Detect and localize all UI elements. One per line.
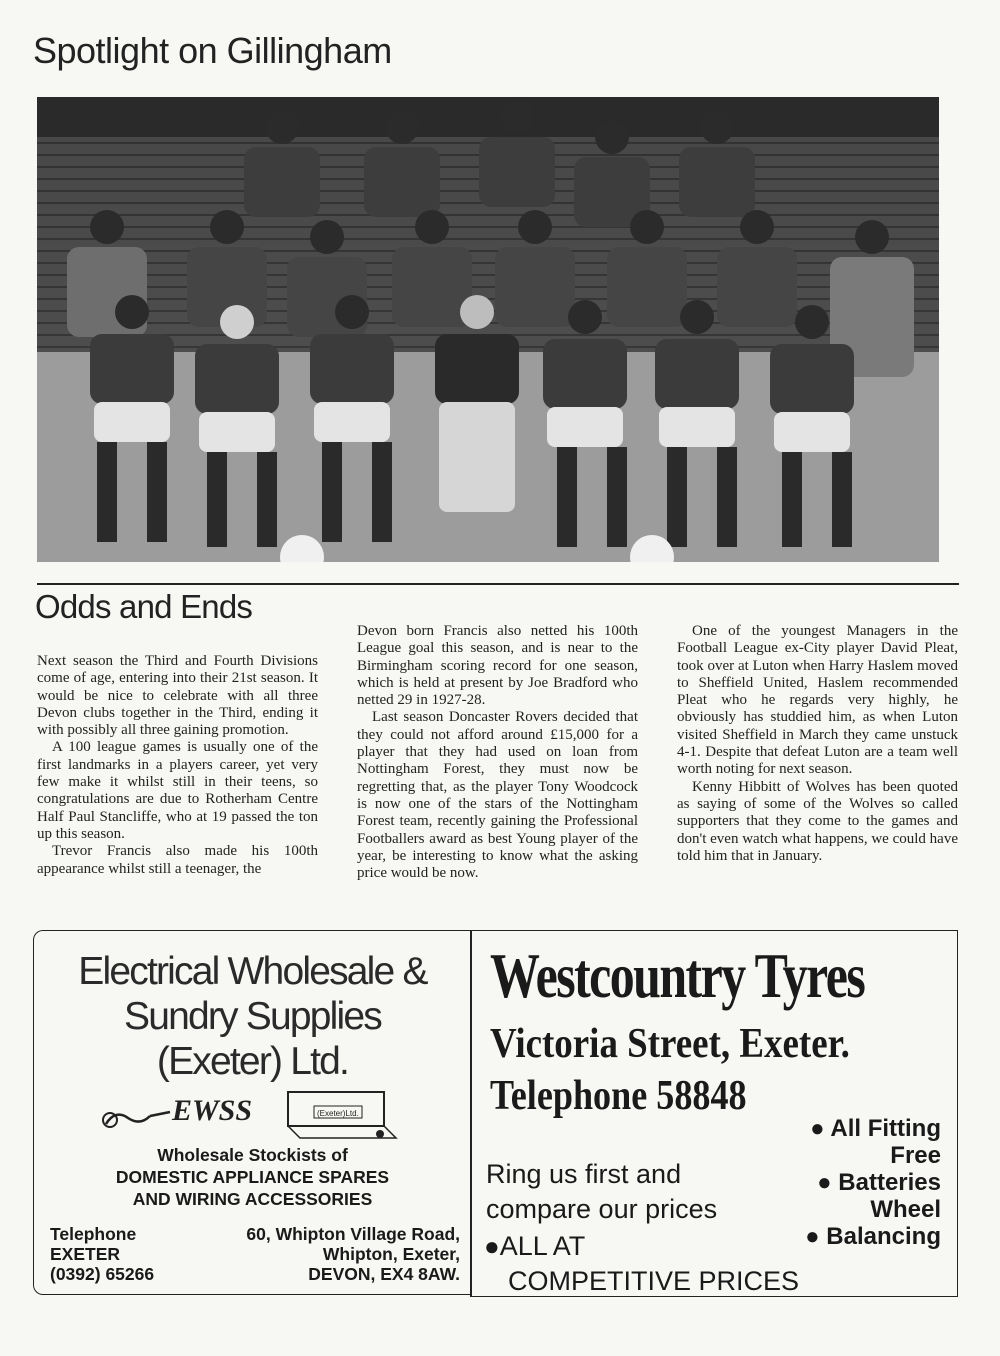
team-photo-image	[37, 97, 939, 562]
bullet-icon: ●	[484, 1231, 500, 1261]
company-name-line: (Exeter) Ltd.	[156, 1040, 349, 1083]
stockists-line: AND WIRING ACCESSORIES	[132, 1189, 373, 1209]
section-heading: Odds and Ends	[35, 588, 253, 625]
tyres-phone: Telephone 58848	[490, 1073, 747, 1119]
article-paragraph: Next season the Third and Fourth Divisions come of age, entering into their 21st season. It would be nice to celebrate with all three Devon clubs together in the Third, ending it with possibly all three gaining promotion.	[37, 653, 318, 739]
ring-line: Ring us first and	[486, 1159, 682, 1189]
team-photo	[37, 97, 939, 562]
phone-label: Telephone	[50, 1224, 137, 1244]
stockists-text	[34, 1144, 471, 1210]
service-item: ● All Fitting	[810, 1115, 941, 1142]
service-item: ● Batteries	[817, 1169, 941, 1196]
article-paragraph: Devon born Francis also netted his 100th League goal this season, and is near to the Birmingham scoring record for one season, which is held at present by Joe Bradford who netted 29 in 1927-28.	[357, 623, 638, 709]
address-line: Whipton, Exeter,	[322, 1244, 460, 1264]
article-paragraph: Last season Doncaster Rovers decided that they could not afford around £15,000 for a player that they had used on loan from Nottingham Forest, they must now be regretting that, as the player Tony Woodcock is now one of the stars of the Nottingham Forest team, recently gaining the Professional Footballers award as best Young player of the year, be interesting to know what the asking price would be now.	[357, 709, 638, 882]
svg-text:(Exeter)Ltd.: (Exeter)Ltd.	[317, 1109, 359, 1118]
svg-text:EWSS: EWSS	[172, 1094, 253, 1127]
bullet-icon: ●	[805, 1223, 827, 1250]
competitive-line: COMPETITIVE PRICES	[508, 1266, 800, 1296]
competitive-line: ALL AT	[499, 1231, 586, 1261]
service-item: ● Balancing	[805, 1223, 941, 1250]
page-title: Spotlight on Gillingham	[33, 30, 392, 71]
tyres-street: Victoria Street, Exeter.	[490, 1021, 850, 1067]
tyres-competitive-text	[484, 1229, 799, 1299]
article-paragraph: Trevor Francis also made his 100th appearance whilst still a teenager, the	[37, 843, 318, 877]
article-column-2	[357, 623, 638, 882]
ring-line: compare our prices	[486, 1194, 718, 1224]
electrical-address	[246, 1224, 460, 1284]
ewss-logo	[100, 1086, 400, 1147]
service-item-cont: Free	[890, 1142, 941, 1169]
address-line: DEVON, EX4 8AW.	[308, 1264, 460, 1284]
tyres-services-list	[805, 1115, 941, 1250]
article-paragraph: One of the youngest Managers in the Football League ex-City player David Pleat, took over at Luton when Harry Haslem moved to Sheffield United, Haslem recommended Pleat who he regards very highly, he obviously has studdied him, as when Luton visited Sheffield in March they came unstuck 4-1. Despite that defeat Luton are a team well worth noting for next season.	[677, 623, 958, 778]
bullet-icon: ●	[810, 1115, 831, 1142]
tyres-advert	[472, 930, 958, 1297]
company-name-line: Sundry Supplies	[123, 995, 381, 1038]
article-paragraph: A 100 league games is usually one of the first landmarks in a players career, yet very few make it whilst still in their teens, so congratulations are due to Rotherham Centre Half Paul Stancliffe, who at 19 passed the ton up this season.	[37, 739, 318, 842]
section-divider	[37, 583, 959, 585]
article-paragraph: Kenny Hibbitt of Wolves has been quoted as saying of some of the Wolves so called supporters that they come to the games and don't even watch what happens, we could have told him that in January.	[677, 778, 958, 864]
stockists-line: DOMESTIC APPLIANCE SPARES	[115, 1167, 390, 1187]
phone-city: EXETER	[50, 1244, 121, 1264]
tyres-company-name: Westcountry Tyres	[490, 940, 865, 1011]
tyres-ring-text	[486, 1157, 717, 1227]
electrical-telephone	[50, 1224, 154, 1284]
electrical-company-name	[34, 949, 471, 1084]
article-column-1	[37, 653, 318, 878]
article-column-3	[677, 623, 958, 865]
company-name-line: Electrical Wholesale &	[78, 950, 427, 993]
stockists-line: Wholesale Stockists of	[157, 1145, 348, 1165]
address-line: 60, Whipton Village Road,	[246, 1224, 460, 1244]
electrical-advert	[33, 930, 470, 1295]
service-item: Wheel	[870, 1196, 941, 1223]
bullet-icon: ●	[817, 1169, 839, 1196]
phone-number: (0392) 65266	[50, 1264, 155, 1284]
